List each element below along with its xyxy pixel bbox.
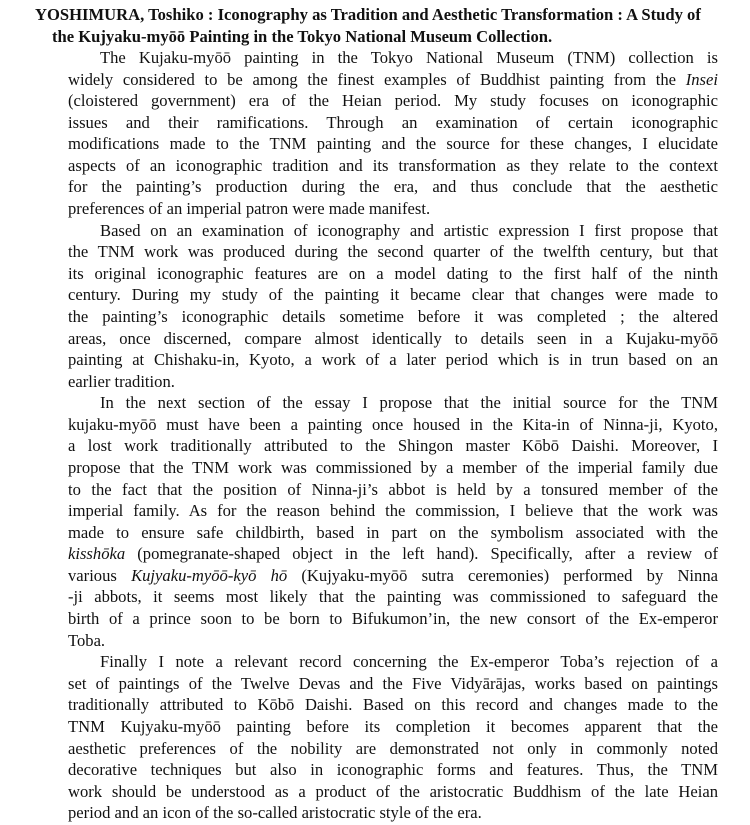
heading-line-1: YOSHIMURA, Toshiko : Iconography as Tradition and Aesthetic Transformation : A Study of [35, 5, 701, 24]
text-line: earlier tradition. [68, 371, 175, 391]
text-line: Based on an examination of iconography and artistic expression I first propose that [100, 220, 718, 240]
text-line: -ji abbots, it seems most likely that the painting was commissioned to safeguard the [68, 587, 718, 607]
text-line: set of paintings of the Twelve Devas and the Five Vidyārājas, works based on paintings [68, 673, 718, 693]
text-line: kujaku-myōō must have been a painting once housed in the Kita-in of Ninna-ji, Kyoto, [68, 414, 718, 434]
text-line: aesthetic preferences of the nobility are demonstrated not only in commonly noted [68, 738, 718, 758]
text-line: a lost work traditionally attributed to the Shingon master Kōbō Daishi. Moreover, I [68, 436, 718, 456]
text-line: decorative techniques but also in iconographic forms and features. Thus, the TNM [68, 760, 718, 780]
italic-term: kisshōka [68, 544, 126, 564]
text-line: (cloistered government) era of the Heian period. My study focuses on iconographic [68, 91, 718, 111]
text-line: preferences of an imperial patron were made manifest. [68, 199, 431, 219]
text-line: period and an icon of the so-called aristocratic style of the era. [68, 803, 482, 823]
text-line: work should be understood as a product of the aristocratic Buddhism of the late Heian [68, 781, 718, 801]
paragraph-1 [68, 47, 718, 220]
text-line: TNM Kujyaku-myōō painting before its completion it becomes apparent that the [68, 716, 718, 736]
heading-line-2: the Kujyaku-myōō Painting in the Tokyo National Museum Collection. [52, 26, 553, 46]
text-line: issues and their ramifications. Through an examination of certain iconographic [68, 112, 718, 132]
abstract-body [68, 47, 718, 824]
text-line: imperial family. As for the reason behind the commission, I believe that the work was [68, 501, 718, 521]
text-line: kisshōka (pomegranate-shaped object in the left hand). Specifically, after a review of [68, 544, 718, 564]
text-line: painting at Chishaku-in, Kyoto, a work of a later period which is in trun based on an [68, 350, 718, 370]
text-line: century. During my study of the painting it became clear that changes were made to [68, 285, 718, 305]
paragraph-4 [68, 651, 718, 824]
article-heading [35, 4, 735, 47]
italic-term: Insei [685, 69, 718, 89]
text-line: The Kujaku-myōō painting in the Tokyo National Museum (TNM) collection is [100, 48, 718, 67]
paragraph-3 [68, 392, 718, 651]
italic-term: Kujyaku-myōō-kyō hō [131, 565, 288, 585]
text-line: modifications made to the TNM painting and the source for these changes, I elucidate [68, 134, 718, 154]
text-line: birth of a prince soon to be born to Bifukumon’in, the new consort of the Ex-emperor [68, 609, 718, 629]
text-line: the TNM work was produced during the second quarter of the twelfth century, but that [68, 242, 718, 262]
text-line: various Kujyaku-myōō-kyō hō (Kujyaku-myōō sutra ceremonies) performed by Ninna [68, 565, 719, 585]
paragraph-2 [68, 220, 718, 393]
text-line: to the fact that the position of Ninna-ji’s abbot is held by a tonsured member of the [68, 479, 718, 499]
text-line: propose that the TNM work was commissioned by a member of the imperial family due [68, 457, 718, 477]
text-line: areas, once discerned, compare almost identically to details seen in a Kujaku-myōō [68, 328, 718, 348]
text-line: aspects of an iconographic tradition and its transformation as they relate to the context [68, 155, 718, 175]
text-line: made to ensure safe childbirth, based in part on the symbolism associated with the [68, 522, 718, 542]
text-line: widely considered to be among the finest examples of Buddhist painting from the Insei [68, 69, 718, 89]
text-line: its original iconographic features are on a model dating to the first half of the ninth [68, 263, 718, 283]
text-line: the painting’s iconographic details sometime before it was completed ; the altered [68, 306, 718, 326]
text-line: for the painting’s production during the era, and thus conclude that the aesthetic [68, 177, 718, 197]
text-line: traditionally attributed to Kōbō Daishi. Based on this record and changes made to the [68, 695, 718, 715]
text-line: Finally I note a relevant record concerning the Ex-emperor Toba’s rejection of a [100, 652, 718, 672]
text-line: In the next section of the essay I propose that the initial source for the TNM [100, 393, 718, 413]
text-line: Toba. [68, 630, 106, 650]
